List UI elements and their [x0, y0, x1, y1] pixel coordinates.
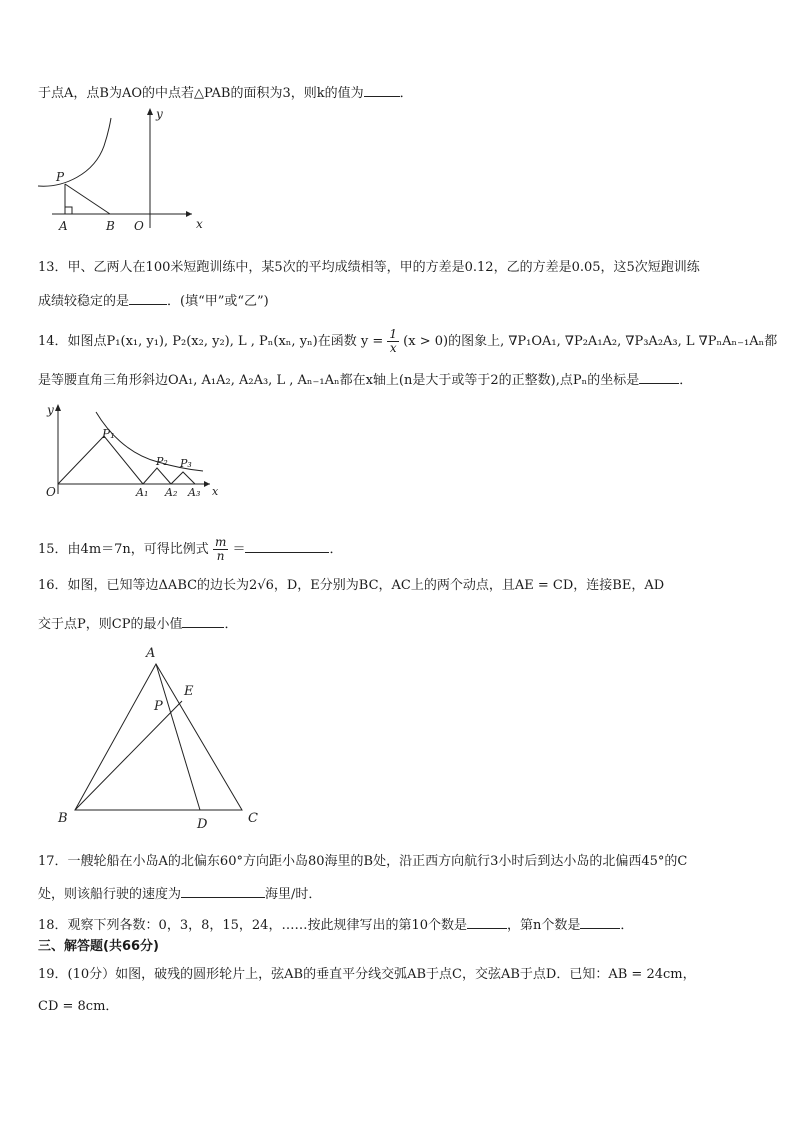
q14-end: ．	[679, 373, 693, 388]
q14-fraction	[387, 328, 399, 355]
q16-label-b: B	[58, 811, 68, 826]
q16-figure	[48, 640, 278, 832]
q19-line2: CD = 8cm．	[38, 999, 119, 1014]
q13-line2	[38, 290, 269, 311]
q14-x-arrow	[204, 481, 210, 487]
q12-answer-blank	[364, 82, 400, 97]
q14-triangle-3	[171, 472, 195, 484]
q16-label-d: D	[197, 817, 208, 832]
q15-frac-num: m	[214, 535, 227, 549]
q12-right-angle	[65, 207, 72, 214]
q15-frac-den: n	[216, 549, 225, 563]
q14-frac-num: 1	[389, 327, 398, 341]
q14-label-a1: A₁	[136, 486, 149, 499]
q12-y-arrow	[147, 108, 153, 115]
q14-label-o: O	[46, 485, 56, 499]
q19-line1: 19．(10分）如图，破残的圆形轮片上，弦AB的垂直平分线交弧AB于点C，交弦AB于点D．已知：AB = 24cm，	[38, 967, 696, 982]
q12-end: ．	[399, 86, 413, 101]
q17-line2	[38, 883, 321, 904]
q12-label-x: x	[196, 217, 203, 231]
q12-text-line	[38, 82, 413, 103]
q14-label-a3: A₃	[188, 486, 201, 499]
q18-answer-blank-1	[467, 914, 507, 929]
q18-line	[38, 914, 633, 935]
q14-label-a2: A₂	[165, 486, 178, 499]
q16-triangle-abc	[75, 664, 242, 810]
q14-label-y: y	[47, 403, 54, 417]
q13-answer-blank	[129, 290, 167, 305]
q14-y-arrow	[55, 404, 61, 411]
q16-line2	[38, 613, 237, 634]
q14-text-a: 14．如图点P₁(x₁, y₁), P₂(x₂, y₂), L , Pₙ(xₙ, yₙ)在函数 y =	[38, 334, 384, 349]
q14-frac-den: x	[389, 341, 397, 355]
q12-label-a: A	[59, 219, 68, 233]
q15-end: ．	[329, 542, 343, 557]
q12-label-b: B	[106, 219, 115, 233]
q14-label-p2: P₂	[156, 455, 168, 468]
q13-text-b: ．(填“甲”或“乙”)	[167, 294, 269, 309]
section-3-title: 三、解答题(共66分)	[38, 939, 159, 954]
q16-label-a: A	[146, 646, 156, 661]
q16-line1: 16．如图，已知等边ΔABC的边长为2√6，D，E分别为BC，AC上的两个动点，且AE = CD，连接BE，AD	[38, 578, 665, 593]
q16-label-c: C	[248, 811, 258, 826]
q16-end: ．	[224, 617, 238, 632]
q18-text-b: ，第n个数是	[506, 918, 581, 933]
q17-line1: 17．一艘轮船在小岛A的北偏东60°方向距小岛80海里的B处，沿正西方向航行3小时后到达小岛的北偏西45°的C	[38, 854, 688, 869]
q12-figure	[34, 104, 214, 236]
q14-triangle-2	[143, 468, 171, 484]
q12-curve	[38, 118, 111, 186]
q13-text-a: 成绩较稳定的是	[38, 294, 130, 309]
q18-answer-blank-2	[580, 914, 620, 929]
q18-text-a: 18．观察下列各数：0，3，8，15，24，……按此规律写出的第10个数是	[38, 918, 467, 933]
q14-label-p3: P₃	[180, 457, 192, 470]
q14-text-b: (x > 0)的图象上, ∇P₁OA₁, ∇P₂A₁A₂, ∇P₃A₂A₃, L ∇PₙAₙ₋₁Aₙ都	[403, 334, 778, 349]
q15-text-a: 15．由4m＝7n，可得比例式	[38, 542, 209, 557]
q14-triangle-1	[58, 436, 143, 484]
q14-label-p1: P₁	[102, 427, 115, 441]
q15-text-b: ＝	[232, 542, 246, 557]
q12-label-p: P	[56, 170, 65, 184]
q17-answer-blank	[181, 883, 265, 898]
q18-end: ．	[620, 918, 634, 933]
q15-line	[38, 536, 343, 563]
q13-line1: 13．甲、乙两人在100米短跑训练中，某5次的平均成绩相等，甲的方差是0.12，乙的方差是0.05，这5次短跑训练	[38, 260, 700, 275]
q16-answer-blank	[182, 613, 224, 628]
q12-text: 于点A，点B为AO的中点若△PAB的面积为3，则k的值为	[38, 86, 364, 101]
q16-segment-be	[75, 701, 182, 810]
q14-line1	[38, 328, 777, 355]
q14-line2	[38, 369, 692, 390]
q14-text-c: 是等腰直角三角形斜边OA₁, A₁A₂, A₂A₃, L , Aₙ₋₁Aₙ都在x轴上(n是大于或等于2的正整数),点Pₙ的坐标是	[38, 373, 640, 388]
q17-text-a: 处，则该船行驶的速度为	[38, 887, 182, 902]
q17-text-b: 海里/时．	[265, 887, 322, 902]
q12-label-o: O	[134, 219, 144, 233]
q14-figure	[38, 402, 223, 502]
q15-answer-blank	[245, 538, 329, 553]
q16-label-p: P	[154, 699, 163, 714]
q12-label-y: y	[156, 107, 163, 121]
q16-text-a: 交于点P，则CP的最小值	[38, 617, 183, 632]
q16-label-e: E	[184, 684, 194, 699]
q12-x-arrow	[186, 211, 192, 217]
q15-fraction	[213, 536, 228, 563]
q14-answer-blank	[639, 369, 679, 384]
q14-label-x: x	[212, 485, 219, 498]
